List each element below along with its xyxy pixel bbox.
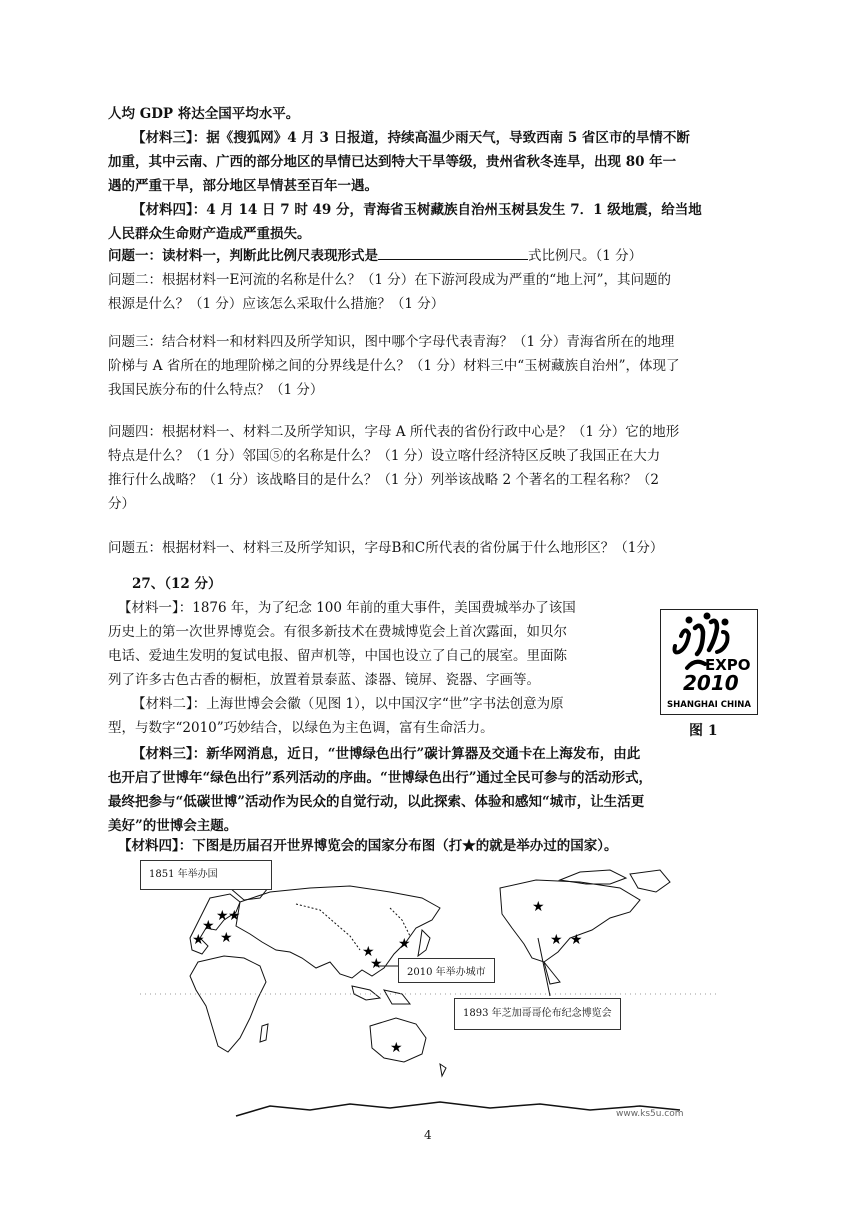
expo-star-marker: ★ xyxy=(532,899,545,915)
callout-2010: 2010 年举办城市 xyxy=(398,958,495,983)
text-line: 人均 GDP 将达全国平均水平。 xyxy=(108,106,300,122)
question-three-line-1: 问题三：结合材料一和材料四及所学知识，图中哪个字母代表青海？（1 分）青海省所在的地理 xyxy=(108,334,675,350)
expo-star-marker: ★ xyxy=(550,932,563,948)
material-one-line-2: 历史上的第一次世界博览会。有很多新技术在费城博览会上首次露面，如贝尔 xyxy=(108,624,567,640)
expo-star-marker: ★ xyxy=(192,932,205,948)
expo-star-marker: ★ xyxy=(220,930,233,946)
logo-expo-text: EXPO xyxy=(705,656,751,674)
material-two-line-2: 型，与数字“2010”巧妙结合，以绿色为主色调，富有生命活力。 xyxy=(108,720,494,736)
world-map-outline xyxy=(140,858,720,1120)
material-three-line-4: 美好”的世博会主题。 xyxy=(108,818,238,834)
expo-star-marker: ★ xyxy=(390,1040,403,1056)
material-three-line: 【材料三】：据《搜狐网》4 月 3 日报道，持续高温少雨天气，导致西南 5 省区市的旱情不断 xyxy=(132,130,690,146)
question-four-line-3: 推行什么战略？（1 分）该战略目的是什么？（1 分）列举该战略 2 个著名的工程名称？（2 xyxy=(108,472,660,488)
expo-logo-figure xyxy=(660,609,758,715)
material-one-line-1: 【材料一】：1876 年，为了纪念 100 年前的重大事件，美国费城举办了该国 xyxy=(118,600,576,616)
callout-1893: 1893 年芝加哥哥伦布纪念博览会 xyxy=(454,998,621,1030)
page-number: 4 xyxy=(424,1128,432,1142)
expo-star-marker: ★ xyxy=(228,908,241,924)
question-one xyxy=(108,244,642,268)
question-two-line-1: 问题二：根据材料一E河流的名称是什么？（1 分）在下游河段成为严重的“地上河”，其问题的 xyxy=(108,272,672,288)
expo-star-marker: ★ xyxy=(398,936,411,952)
callout-1851: 1851 年举办国 xyxy=(140,860,272,890)
material-one-line-3: 电话、爱迪生发明的复试电报、留声机等，中国也设立了自己的展室。里面陈 xyxy=(108,648,567,664)
question-four-line-1: 问题四：根据材料一、材料二及所学知识，字母 A 所代表的省份行政中心是？（1 分）它的地形 xyxy=(108,424,680,440)
expo-star-marker: ★ xyxy=(362,944,375,960)
material-four-line: 【材料四】：4 月 14 日 7 时 49 分，青海省玉树藏族自治州玉树县发生 7．1 级地震，给当地 xyxy=(132,202,702,218)
material-three-line-3: 最终把参与“低碳世博”活动作为民众的自觉行动，以此探索、体验和感知“城市，让生活更 xyxy=(108,794,645,810)
text-line: 加重，其中云南、广西的部分地区的旱情已达到特大干旱等级，贵州省秋冬连旱，出现 80 年一 xyxy=(108,154,677,170)
question-one-text: 问题一：读材料一，判断此比例尺表现形式是 xyxy=(108,248,378,264)
material-three-line-1: 【材料三】：新华网消息，近日，“世博绿色出行”碳计算器及交通卡在上海发布，由此 xyxy=(132,746,641,762)
question-two-line-2: 根源是什么？（1 分）应该怎么采取什么措施？（1 分） xyxy=(108,296,445,312)
question-three-line-3: 我国民族分布的什么特点？（1 分） xyxy=(108,382,324,398)
logo-year-text: 2010 xyxy=(683,671,739,695)
expo-star-marker: ★ xyxy=(370,956,383,972)
question-four-line-4: 分） xyxy=(108,496,135,512)
question-three-line-2: 阶梯与 A 省所在的地理阶梯之间的分界线是什么？（1 分）材料三中“玉树藏族自治州”，体现了 xyxy=(108,358,680,374)
question-four-line-2: 特点是什么？（1 分）邻国⑤的名称是什么？（1 分）设立喀什经济特区反映了我国正在大力 xyxy=(108,448,661,464)
material-three-line-2: 也开启了世博年“绿色出行”系列活动的序曲。“世博绿色出行”通过全民可参与的活动形式， xyxy=(108,770,653,786)
watermark-text: www.ks5u.com xyxy=(616,1109,684,1119)
material-two-line-1: 【材料二】：上海世博会会徽（见图 1），以中国汉字“世”字书法创意为原 xyxy=(132,696,564,712)
material-one-line-4: 列了许多古色古香的橱柜，放置着景泰蓝、漆器、镜屏、瓷器、字画等。 xyxy=(108,672,540,688)
material-four-line-1: 【材料四】：下图是历届召开世界博览会的国家分布图（打★的就是举办过的国家）。 xyxy=(118,838,618,854)
figure-caption: 图 1 xyxy=(689,723,718,739)
logo-city-text: SHANGHAI CHINA xyxy=(667,700,751,710)
text-line: 人民群众生命财产造成严重损失。 xyxy=(108,226,311,242)
expo-star-marker: ★ xyxy=(216,908,229,924)
question-27-heading: 27、（12 分） xyxy=(132,576,222,592)
question-five: 问题五：根据材料一、材料三及所学知识，字母B和C所代表的省份属于什么地形区？（1分） xyxy=(108,540,664,556)
text-line: 遇的严重干旱，部分地区旱情甚至百年一遇。 xyxy=(108,178,378,194)
answer-blank[interactable] xyxy=(378,245,528,260)
expo-star-marker: ★ xyxy=(202,918,215,934)
expo-logo-icon xyxy=(661,610,757,714)
world-expo-map xyxy=(140,858,720,1120)
question-one-tail: 式比例尺。（1 分） xyxy=(528,248,643,264)
expo-star-marker: ★ xyxy=(570,932,583,948)
